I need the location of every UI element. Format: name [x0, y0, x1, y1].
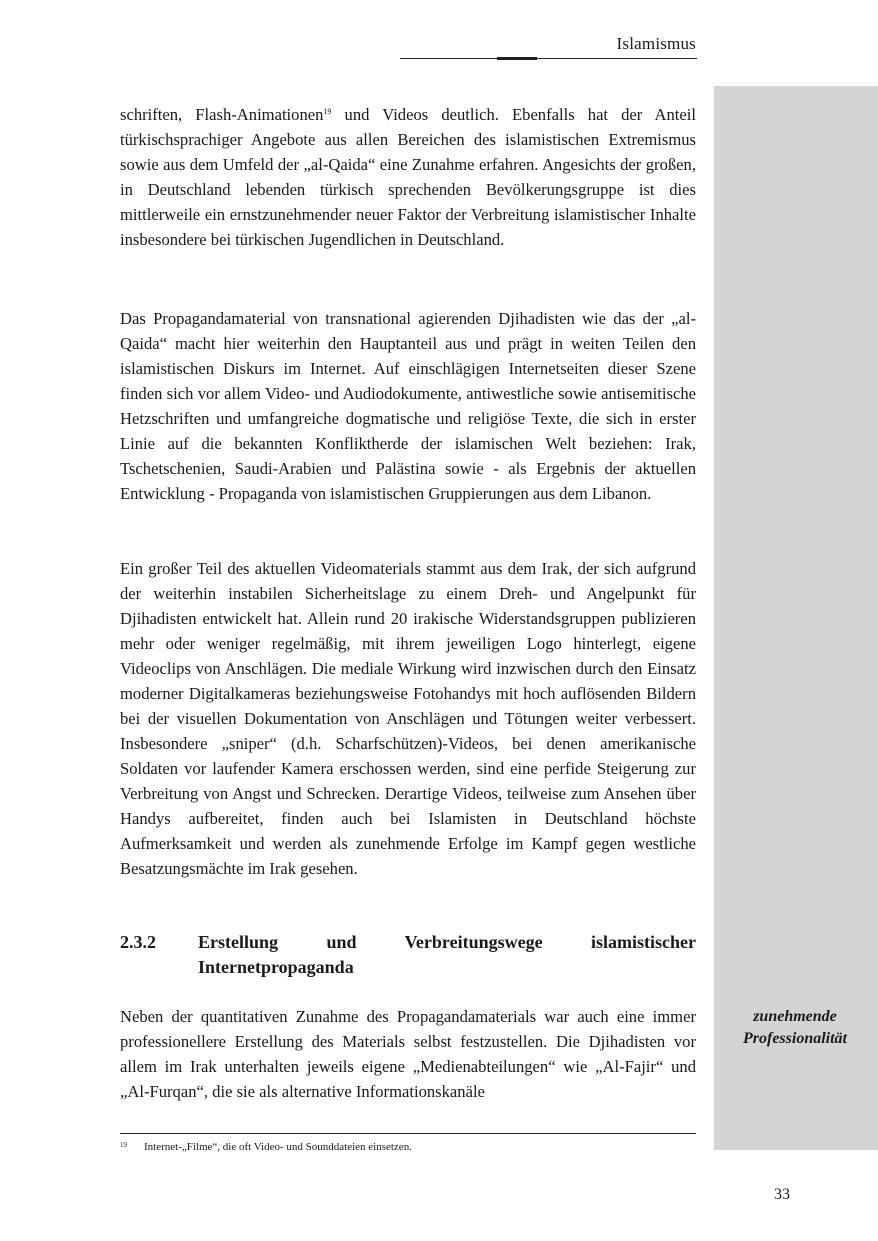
- paragraph-1-rest: und Videos deutlich. Ebenfalls hat der Anteil türkischsprachiger Angebote aus allen Bereichen des islamistischen Extremismus sowie aus dem Umfeld der „al-Qaida“ eine Zunahme erfahren. Angesichts der großen, in Deutschland lebenden türkisch sprechenden Bevölkerungsgruppe ist dies mittlerweile ein ernstzunehmender neuer Faktor der Verbreitung islamistischer Inhalte insbesondere bei türkischen Jugendlichen in Deutschland.: [120, 105, 696, 249]
- margin-sidebar: [714, 86, 878, 1150]
- paragraph-1-start: schriften, Flash-Animationen: [120, 105, 324, 124]
- margin-note: [722, 1006, 868, 1050]
- page-number: 33: [774, 1186, 790, 1203]
- footnote-reference[interactable]: 19: [323, 107, 332, 116]
- header-rule: [400, 58, 697, 59]
- running-header-title: Islamismus: [616, 34, 696, 53]
- footnote-rule: [120, 1133, 696, 1134]
- paragraph-4: Neben der quantitativen Zunahme des Propagandamaterials war auch eine immer professionellere Erstellung des Materials selbst festzustellen. Die Djihadisten vor allem im Irak unterhalten jeweils eigene „Medienabteilungen“ wie „Al-Fajir“ und „Al-Furqan“, die sie als alternative Informationskanäle: [120, 1007, 696, 1101]
- footnote-text: Internet-„Filme“, die oft Video- und Sounddateien einsetzen.: [144, 1141, 412, 1153]
- section-number: 2.3.2: [120, 932, 156, 952]
- footnote-mark: 19: [120, 1141, 127, 1149]
- paragraph-1: [120, 102, 696, 252]
- header-rule-accent: [497, 57, 537, 60]
- paragraph-3: Ein großer Teil des aktuellen Videomaterials stammt aus dem Irak, der sich aufgrund der weiterhin instabilen Sicherheitslage zu einem Dreh- und Angelpunkt für Djihadisten entwickelt hat. Allein rund 20 irakische Widerstandsgruppen publizieren mehr oder weniger regelmäßig, mit ihrem jeweiligen Logo hinterlegt, eigene Videoclips von Anschlägen. Die mediale Wirkung wird inzwischen durch den Einsatz moderner Digitalkameras beziehungsweise Fotohandys mit hoch auflösenden Bildern bei der visuellen Dokumentation von Anschlägen und Tötungen weiter verbessert. Insbesondere „sniper“ (d.h. Scharfschützen)-Videos, bei denen amerikanische Soldaten vor laufender Kamera erschossen werden, sind eine perfide Steigerung zur Verbreitung von Angst und Schrecken. Derartige Videos, teilweise zum Ansehen über Handys aufbereitet, finden auch bei Islamisten in Deutschland höchste Aufmerksamkeit und werden als zunehmende Erfolge im Kampf gegen westliche Besatzungsmächte im Irak gesehen.: [120, 559, 696, 878]
- margin-note-line-2: Professionalität: [742, 1030, 847, 1047]
- section-heading: Erstellung und Verbreitungswege islamistischer Internetpropaganda: [198, 932, 696, 977]
- margin-note-line-1: zunehmende: [753, 1008, 837, 1025]
- paragraph-2: Das Propagandamaterial von transnational agierenden Djihadisten wie das der „al-Qaida“ macht hier weiterhin den Hauptanteil aus und prägt in weiten Teilen den islamistischen Diskurs im Internet. Auf einschlägigen Internetseiten dieser Szene finden sich vor allem Video- und Audiodokumente, antiwestliche sowie antisemitische Hetzschriften und umfangreiche dogmatische und religiöse Texte, die sich in erster Linie auf die bekannten Konfliktherde der islamischen Welt beziehen: Irak, Tschetschenien, Saudi-Arabien und Palästina sowie - als Ergebnis der aktuellen Entwicklung - Propaganda von islamistischen Gruppierungen aus dem Libanon.: [120, 309, 696, 503]
